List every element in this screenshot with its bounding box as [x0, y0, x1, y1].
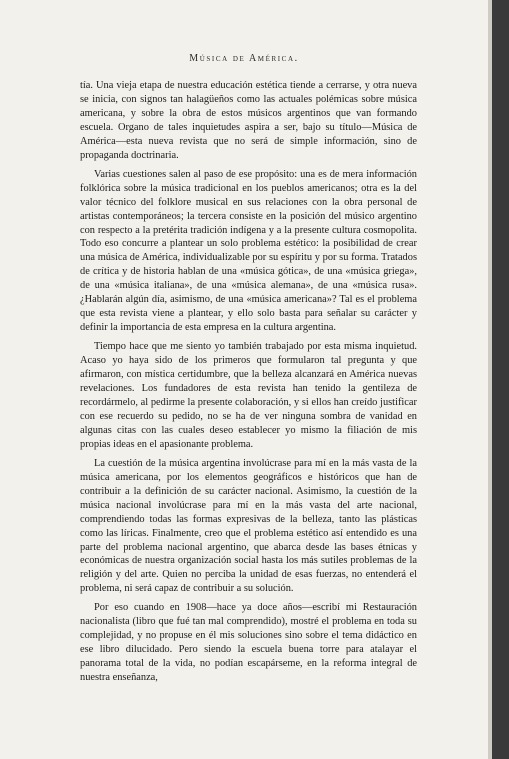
body-text — [80, 79, 417, 690]
paragraph-4: La cuestión de la música argentina involúcrase para mí en la más vasta de la música americana, por los elementos geográficos e históricos que han de contribuir a la definición de su carácter nacional. Asimismo, la cuestión de la música nacional involúcrase para mí en la más vasta del arte nacional, comprendiendo todas las formas expresivas de la belleza, tanto las plásticas como las líricas. Finalmente, creo que el problema estético así entendido es una parte del problema nacional argentino, que abarca desde las bases étnicas y económicas de nuestra organización social hasta los más sutiles problemas de la religión y del arte. Quien no perciba la unidad de esas fuerzas, no entenderá el problema, ni será capaz de contribuir a su solución. — [80, 457, 417, 595]
paragraph-5: Por eso cuando en 1908—hace ya doce años—escribí mi Restauración nacionalista (libro que fué tan mal comprendido), mostré el problema en toda su complejidad, y no propuse en él mis soluciones sino sobre el tema didáctico en ese libro dilucidado. Pero siendo la escuela buena torre para atalayar el panorama total de la vida, no podían escapárseme, en la reforma integral de nuestra enseñanza, — [80, 602, 417, 684]
paragraph-2: Varias cuestiones salen al paso de ese propósito: una es de mera información folklórica sobre la música tradicional en los pueblos americanos; otra es la del valor técnico del folklore musical en sus relaciones con la obra personal de artistas contemporáneos; la tercera consiste en la posición del músico argentino con respecto a la pretérita tradición indígena y a la presente cultura cosmopolita. Todo eso concurre a plantear un solo problema estético: la posibilidad de crear una música de América, individualizable por su espíritu y por su forma. Tratados de crítica y de historia hablan de una «música gótica», de una «música griega», de una «música italiana», de una «música alemana», de una «música rusa». ¿Hablarán algún día, asimismo, de una «música americana»? Tal es el problema que esta revista viene a plantear, y ello solo basta para señalar su carácter y definir la importancia de esta empresa en la cultura argentina. — [80, 168, 417, 334]
running-header: Música de América. — [189, 53, 299, 64]
paragraph-1: tía. Una vieja etapa de nuestra educación estética tiende a cerrarse, y otra nueva se inicia, con signos tan halagüeños como las actuales polémicas sobre música americana, y sobre la obra de estos músicos argentinos que van formando escuela. Organo de tales inquietudes aspira a ser, bajo su título—Música de América—esta nueva revista que no será de simple información, sino de propaganda doctrinaria. — [80, 80, 417, 161]
paragraph-3: Tiempo hace que me siento yo también trabajado por esta misma inquietud. Acaso yo haya sido de los primeros que formularon tal pregunta y que afirmaron, con mística certidumbre, que la belleza alcanzará en América nuevas revelaciones. Los fundadores de esta revista han tenido la gentileza de recordármelo, al pedirme la presente colaboración, y si ellos han creído justificar con ese recuerdo su pedido, no se ha de ver ninguna sombra de vanidad en algunas citas con las cuales deseo establecer yo mismo la filiación de mis propias ideas en el apasionante problema. — [80, 341, 417, 450]
scan-edge — [492, 0, 509, 759]
